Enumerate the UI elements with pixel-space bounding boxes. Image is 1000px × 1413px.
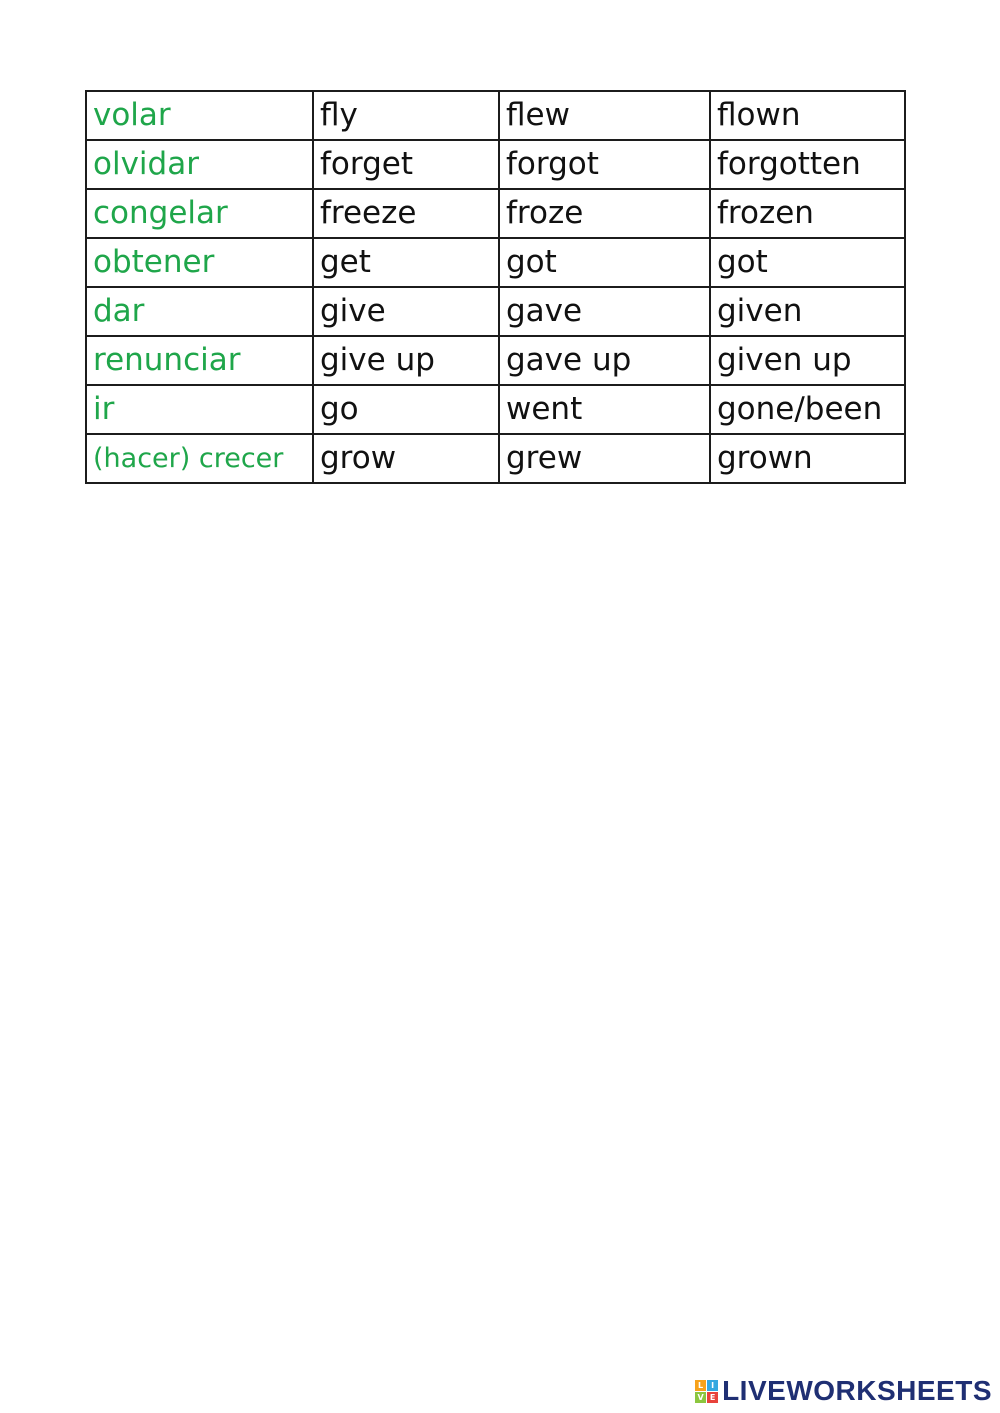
past-simple-cell: grew	[499, 434, 710, 483]
spanish-verb-cell: (hacer) crecer	[86, 434, 313, 483]
table-row	[86, 189, 905, 238]
spanish-verb-cell: olvidar	[86, 140, 313, 189]
past-participle-cell: flown	[710, 91, 905, 140]
past-participle-cell: given up	[710, 336, 905, 385]
base-form-cell: give up	[313, 336, 499, 385]
base-form-cell: freeze	[313, 189, 499, 238]
past-participle-cell: grown	[710, 434, 905, 483]
base-form-cell: fly	[313, 91, 499, 140]
base-form-cell: go	[313, 385, 499, 434]
spanish-verb-cell: ir	[86, 385, 313, 434]
past-participle-cell: frozen	[710, 189, 905, 238]
logo-letter-i: I	[707, 1380, 718, 1391]
table-row	[86, 287, 905, 336]
base-form-cell: give	[313, 287, 499, 336]
spanish-verb-cell: obtener	[86, 238, 313, 287]
past-participle-cell: got	[710, 238, 905, 287]
past-simple-cell: went	[499, 385, 710, 434]
past-simple-cell: froze	[499, 189, 710, 238]
table-row	[86, 434, 905, 483]
spanish-verb-cell: dar	[86, 287, 313, 336]
past-simple-cell: flew	[499, 91, 710, 140]
past-participle-cell: given	[710, 287, 905, 336]
logo-letter-l: L	[695, 1380, 706, 1391]
past-simple-cell: gave up	[499, 336, 710, 385]
base-form-cell: get	[313, 238, 499, 287]
base-form-cell: forget	[313, 140, 499, 189]
verb-table	[85, 90, 906, 484]
past-simple-cell: forgot	[499, 140, 710, 189]
table-row	[86, 385, 905, 434]
spanish-verb-cell: congelar	[86, 189, 313, 238]
past-participle-cell: gone/been	[710, 385, 905, 434]
spanish-verb-cell: volar	[86, 91, 313, 140]
table-row	[86, 140, 905, 189]
spanish-verb-cell: renunciar	[86, 336, 313, 385]
logo-letter-v: V	[695, 1392, 706, 1403]
liveworksheets-watermark	[695, 1375, 992, 1407]
base-form-cell: grow	[313, 434, 499, 483]
table-row	[86, 336, 905, 385]
past-participle-cell: forgotten	[710, 140, 905, 189]
logo-letter-e: E	[707, 1392, 718, 1403]
past-simple-cell: got	[499, 238, 710, 287]
liveworksheets-logo-icon	[695, 1380, 718, 1403]
table-row	[86, 238, 905, 287]
table-row	[86, 91, 905, 140]
brand-name: LIVEWORKSHEETS	[722, 1375, 992, 1406]
past-simple-cell: gave	[499, 287, 710, 336]
